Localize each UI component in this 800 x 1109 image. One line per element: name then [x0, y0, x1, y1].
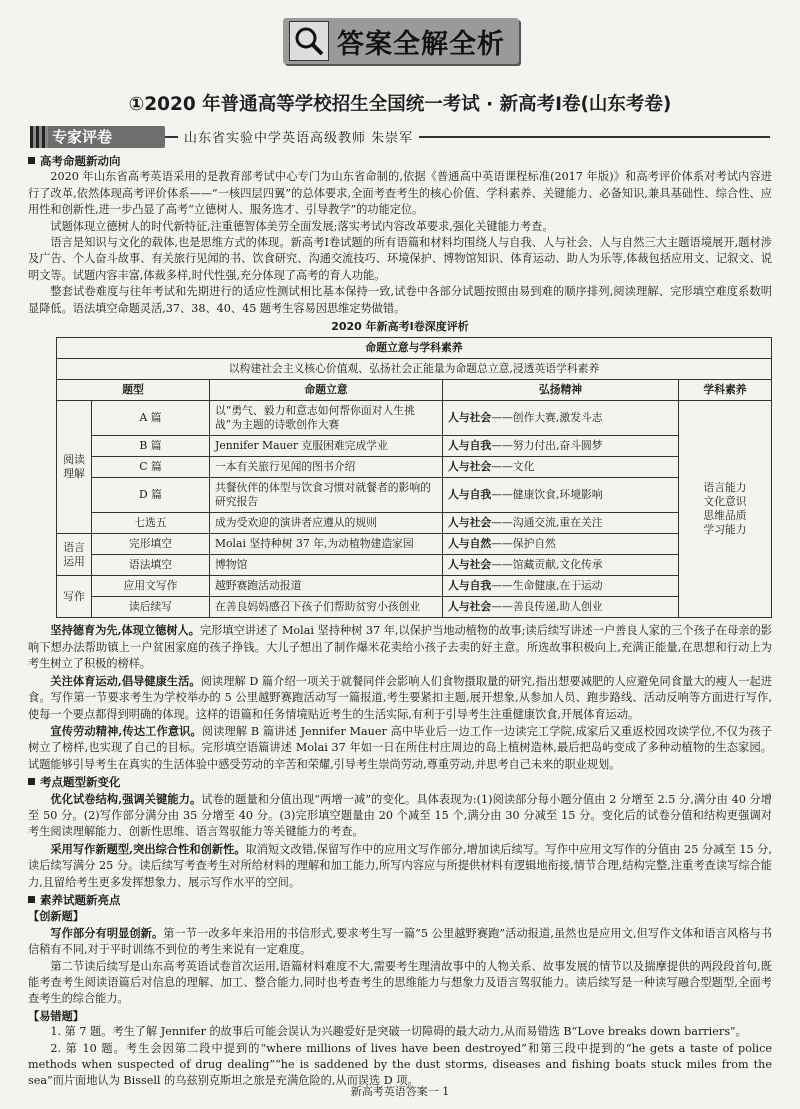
spirit-detail: ——文化 — [491, 460, 535, 474]
paragraph-text: 试卷的题量和分值出现“两增一减”的变化。具体表现为:(1)阅读部分每小题分值由 2 分增至 2.5 分,满分由 40 分增至 50 分。(2)写作部分满分由 35 分增至 40 分。(3)完形填空题量由 20 个减至 15 个,满分由 30 分减至 15 分。变化后的试卷分值和结构更强调对考生阅读理解能力、创新性思维、语言驾驭能力等关键能力的考查。 — [28, 792, 772, 839]
row-intent: 在善良妈妈感召下孩子们帮助贫穷小孩创业 — [210, 597, 443, 618]
row-spirit — [443, 478, 679, 513]
row-intent: Molai 坚持种树 37 年,为动植物建造家园 — [210, 534, 443, 555]
banner-title: 答案全解全析 — [337, 28, 505, 60]
spirit-detail: ——创作大赛,激发斗志 — [491, 411, 603, 425]
evaluation-table — [56, 337, 772, 618]
page-footer: 新高考英语答案一 1 — [350, 1085, 450, 1098]
row-spirit — [443, 436, 679, 457]
spirit-detail: ——沟通交流,重在关注 — [491, 516, 603, 530]
section-banner — [283, 18, 519, 64]
row-spirit — [443, 534, 679, 555]
spirit-detail: ——善良传递,助人创业 — [491, 600, 603, 614]
col-intent: 命题立意 — [210, 380, 443, 401]
badge-bars — [30, 126, 48, 148]
row-intent: 一本有关旅行见闻的图书介绍 — [210, 457, 443, 478]
spirit-detail: ——生命健康,在于运动 — [491, 579, 603, 593]
section-heading — [28, 892, 772, 908]
tag-error-prone: 【易错题】 — [28, 1008, 84, 1023]
spirit-detail: ——保护自然 — [491, 537, 556, 551]
literacy-item: 思维品质 — [703, 509, 747, 523]
square-bullet-icon — [28, 157, 35, 164]
expert-header — [30, 124, 770, 150]
row-spirit — [443, 576, 679, 597]
row-spirit — [443, 597, 679, 618]
paragraph: 2. 第 10 题。考生会因第二段中提到的“where millions of lives have been destroyed”和第三段中提到的“he gets a taste of police methods when suspected of drug dealing”“he is saddened by the dust storms, diseases and fishing boats stuck miles from the sea”而片面地认为 Bissell 的乌兹别克斯坦之旅是充满危险的,从而误选 D 项。 — [28, 1041, 772, 1088]
paragraph-text: 第一节一改多年来沿用的书信形式,要求考生写一篇“5 公里越野赛跑”活动报道,虽然也是应用文,但写作文体和语言风格与书信稍有不同,对于平时训练不到位的考生来说有一定难度。 — [28, 926, 772, 957]
square-bullet-icon — [28, 778, 35, 785]
author-line: 山东省实验中学英语高级教师 朱崇军 — [178, 127, 419, 146]
spirit-detail: ——馆藏贡献,文化传承 — [491, 558, 603, 572]
paragraph — [28, 723, 772, 773]
group-writing: 写作 — [57, 576, 92, 618]
literacy-cell — [679, 401, 772, 618]
paragraph: 整套试卷难度与往年考试和先期进行的适应性测试相比基本保持一致,试卷中各部分试题按照由易到难的顺序排列,阅读理解、完形填空难度系数明显降低。语法填空命题灵活,37、38、40、45 题考生容易因思维定势做错。 — [28, 285, 772, 315]
literacy-item: 学习能力 — [703, 523, 747, 537]
magnifier-icon — [289, 21, 329, 61]
table-row — [57, 457, 772, 478]
paragraph — [28, 791, 772, 841]
section-heading — [28, 153, 772, 169]
expert-badge — [30, 126, 165, 148]
expert-badge-label: 专家评卷 — [52, 128, 113, 146]
table-row — [57, 513, 772, 534]
paragraph-text: 取消短文改错,保留写作中的应用文写作部分,增加读后续写。写作中应用文写作的分值由 25 分减至 15 分,读后续写满分 25 分。读后续写考查考生对所给材料的理解和加工能力,所写内容应与所提供材料有逻辑地衔接,情节合理,结构完整,注重考查读写综合能力,且留给考生更多发挥想象力、展示写作水平的空间。 — [28, 842, 772, 889]
spirit-theme: 人与社会 — [448, 411, 492, 425]
paragraph-lead: 采用写作新题型,突出综合性和创新性。 — [50, 841, 246, 856]
table-header-intent: 以构建社会主义核心价值观、弘扬社会正能量为命题总立意,浸透英语学科素养 — [57, 359, 772, 380]
row-item: C 篇 — [92, 457, 210, 478]
tag-innovative: 【创新题】 — [28, 909, 84, 924]
square-bullet-icon — [28, 896, 35, 903]
paragraph: 试题体现立德树人的时代新特征,注重德智体美劳全面发展;落实考试内容改革要求,强化关键能力考查。 — [50, 219, 554, 233]
table-row — [57, 576, 772, 597]
col-type: 题型 — [57, 380, 210, 401]
spirit-theme: 人与自然 — [448, 537, 492, 551]
paragraph-text: 阅读理解 D 篇介绍一项关于就餐同伴会影响人们食物摄取量的研究,指出想要减肥的人应避免同食量大的瘦人一起进食。写作第一节要求考生为学校举办的 5 公里越野赛跑活动写一篇报道,考生要紧扣主题,展开想象,从参加人员、跑步路线、活动反响等方面进行写作,使每一个要点都得到明确的体现。这样的语篇和任务情境贴近考生的生活实际,有利于引导考生注重健康饮食,开展体育运动。 — [28, 674, 772, 721]
spirit-detail: ——努力付出,奋斗圆梦 — [491, 439, 603, 453]
row-item: B 篇 — [92, 436, 210, 457]
row-spirit — [443, 513, 679, 534]
section-heading — [28, 774, 772, 790]
row-intent: 以“勇气、毅力和意志如何帮你面对人生挑战”为主题的诗歌创作大赛 — [210, 401, 443, 436]
table-row — [57, 555, 772, 576]
spirit-theme: 人与社会 — [448, 516, 492, 530]
paragraph: 第二节读后续写是山东高考英语试卷首次运用,语篇材料难度不大,需要考生理清故事中的人物关系、故事发展的情节以及揣摩提供的两段段首句,既能考查考生阅读语篇后对信息的理解、加工、整合能力,同时也考查考生的思维能力与想象力及语言驾驭能力。读后续写是一种读写融合型题型,全面考查考生的综合能力。 — [28, 959, 772, 1006]
row-item: 七选五 — [92, 513, 210, 534]
paragraph-lead: 关注体育运动,倡导健康生活。 — [50, 673, 201, 688]
literacy-item: 文化意识 — [703, 495, 747, 509]
group-reading: 阅读理解 — [57, 401, 92, 534]
row-item: 应用文写作 — [92, 576, 210, 597]
row-item: D 篇 — [92, 478, 210, 513]
row-spirit — [443, 555, 679, 576]
paragraph: 2020 年山东省高考英语采用的是教育部考试中心专门为山东省命制的,依据《普通高中英语课程标准(2017 年版)》和高考评价体系对考试内容进行了改革,依然体现高考评价体系——“一核四层四翼”的总体要求,全面考查考生的核心价值、学科素养、关键能力、必备知识,兼具基础性、综合性、应用性和创新性,进一步凸显了高考“立德树人、服务选才、引导教学”的功能定位。 — [28, 170, 772, 217]
paragraph — [28, 925, 772, 959]
spirit-theme: 人与自我 — [448, 439, 492, 453]
section-heading-text: 考点题型新变化 — [40, 775, 121, 790]
row-intent: 越野赛跑活动报道 — [210, 576, 443, 597]
row-spirit — [443, 457, 679, 478]
row-intent: 成为受欢迎的演讲者应遵从的规则 — [210, 513, 443, 534]
paragraph-lead: 坚持德育为先,体现立德树人。 — [50, 623, 200, 638]
spirit-theme: 人与社会 — [448, 460, 492, 474]
table-row — [57, 436, 772, 457]
page-title: ①2020 年普通高等学校招生全国统一考试 · 新高考Ⅰ卷(山东考卷) — [128, 94, 672, 115]
paragraph-lead: 写作部分有明显创新。 — [50, 925, 164, 940]
paragraph-lead: 宣传劳动精神,传达工作意识。 — [50, 723, 202, 738]
row-item: A 篇 — [92, 401, 210, 436]
paragraph — [28, 673, 772, 723]
article-body — [28, 152, 772, 1090]
spirit-theme: 人与自我 — [448, 579, 492, 593]
paragraph-text: 完形填空讲述了 Molai 坚持种树 37 年,以保护当地动植物的故事;读后续写讲述一户善良人家的三个孩子在母亲的影响下想办法帮助镇上一户贫困家庭的孩子挣钱。大儿子想出了制作爆米花卖给小孩子去卖的好主意。所选故事积极向上,充满正能量,在思想和行动上为考生树立了积极的榜样。 — [28, 624, 772, 671]
spirit-theme: 人与社会 — [448, 600, 492, 614]
row-intent: 博物馆 — [210, 555, 443, 576]
col-literacy: 学科素养 — [679, 380, 772, 401]
paragraph — [28, 841, 772, 891]
paragraph: 语言是知识与文化的载体,也是思维方式的体现。新高考Ⅰ卷试题的所有语篇和材料均围绕人与自我、人与社会、人与自然三大主题语境展开,题材涉及广告、个人奋斗故事、有关旅行见闻的书、饮食研究、沟通交流技巧、环境保护、博物馆知识、体育运动、助人为乐等,体裁包括应用文、记叙文、说明文等。试题内容丰富,体裁多样,时代性强,充分体现了高考的育人功能。 — [28, 236, 772, 282]
section-heading-text: 高考命题新动向 — [40, 154, 121, 168]
row-item: 语法填空 — [92, 555, 210, 576]
paragraph-text: 阅读理解 B 篇讲述 Jennifer Mauer 高中毕业后一边工作一边读完工学院,成家后又重返校园攻读学位,不仅为孩子树立了榜样,也实现了自己的目标。完形填空语篇讲述 Molai 37 年如一日在所住村庄周边的岛上植树造林,最后把岛屿变成了多种动植物的生态家园。试题能够引导考生在真实的生活体验中感受劳动的辛苦和荣耀,引导考生崇尚劳动,尊重劳动,并思考自己未来的职业规划。 — [28, 724, 772, 771]
row-intent: Jennifer Mauer 克服困难完成学业 — [210, 436, 443, 457]
table-row — [57, 478, 772, 513]
row-item: 完形填空 — [92, 534, 210, 555]
paragraph-lead: 优化试卷结构,强调关键能力。 — [50, 791, 202, 806]
table-row — [57, 534, 772, 555]
spirit-theme: 人与社会 — [448, 558, 492, 572]
row-intent: 共餐伙伴的体型与饮食习惯对就餐者的影响的研究报告 — [210, 478, 443, 513]
col-spirit: 弘扬精神 — [443, 380, 679, 401]
paragraph — [28, 622, 772, 672]
table-header-main: 命题立意与学科素养 — [57, 338, 772, 359]
paragraph: 1. 第 7 题。考生了解 Jennifer 的故事后可能会误认为兴趣爱好是突破一切障碍的最大动力,从而易错选 B“Love breaks down barriers”。 — [50, 1025, 747, 1039]
table-row — [57, 401, 772, 436]
row-spirit — [443, 401, 679, 436]
spirit-theme: 人与自我 — [448, 488, 492, 502]
group-language: 语言运用 — [57, 534, 92, 576]
section-heading-text: 素养试题新亮点 — [40, 892, 121, 907]
spirit-detail: ——健康饮食,环境影响 — [491, 488, 603, 502]
literacy-item: 语言能力 — [703, 481, 747, 495]
table-row — [57, 597, 772, 618]
row-item: 读后续写 — [92, 597, 210, 618]
table-caption: 2020 年新高考Ⅰ卷深度评析 — [331, 320, 469, 334]
